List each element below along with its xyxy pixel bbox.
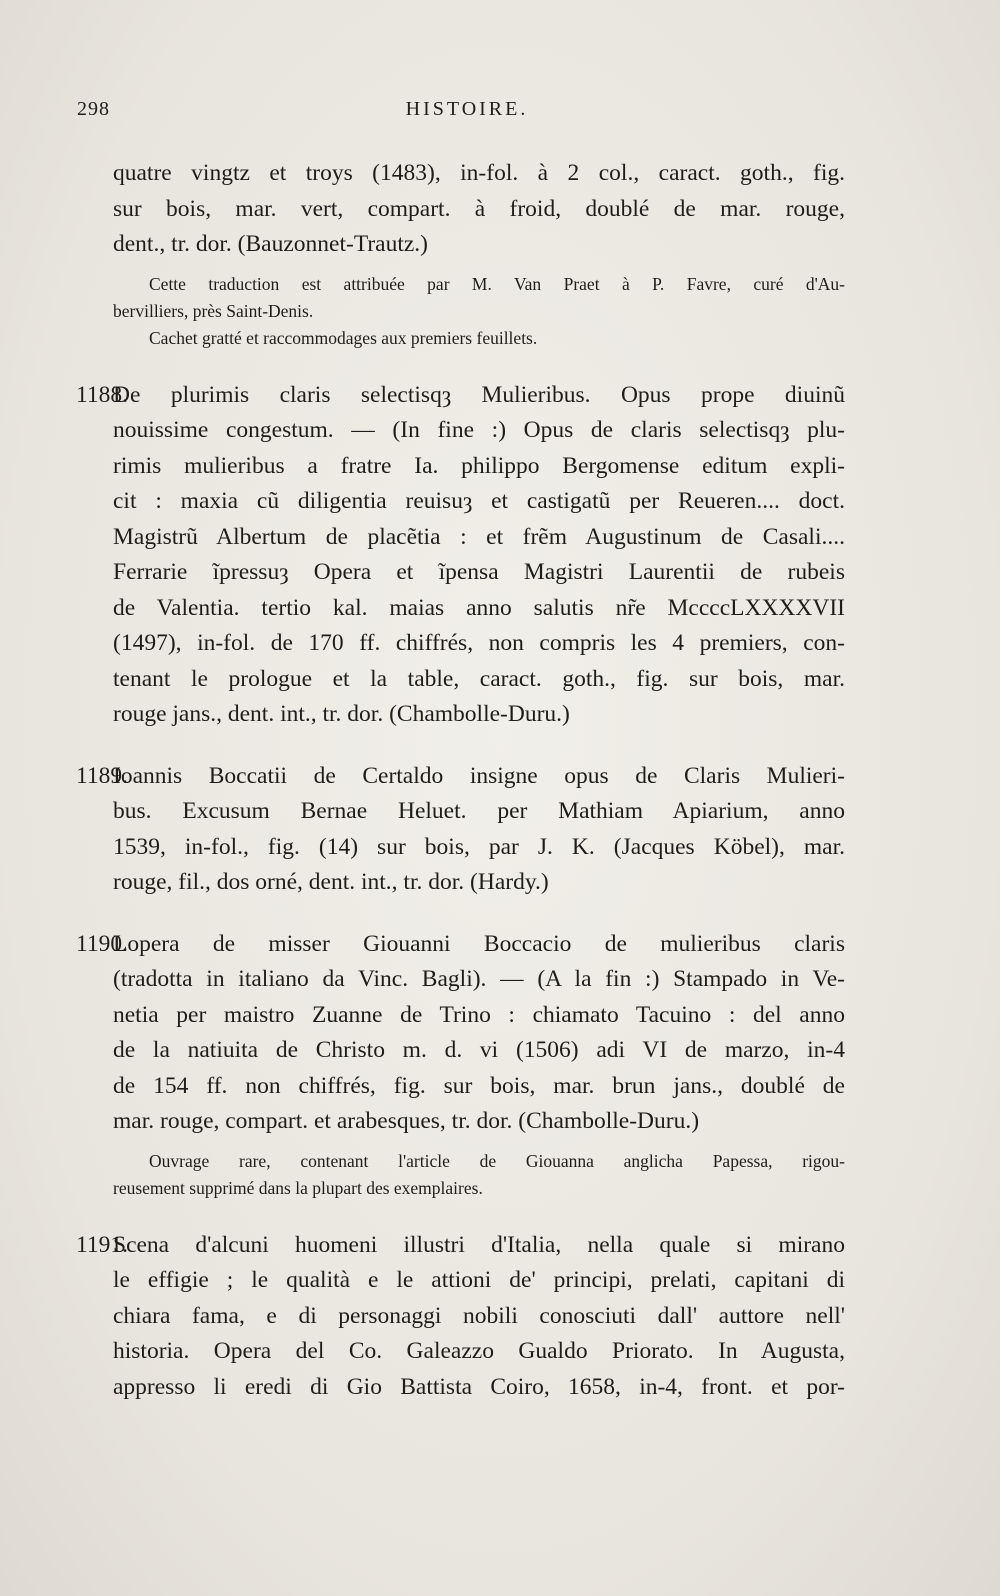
entry-1190 (76, 927, 845, 1202)
entry-line: de Valentia. tertio kal. maias anno salutis nr̃e MccccLXXXXVII (113, 594, 845, 621)
entry-line: Ioannis Boccatii de Certaldo insigne opus de Claris Mulieri- (113, 762, 845, 789)
page-text (76, 156, 845, 1405)
entry-number: 1189. (76, 762, 129, 789)
entry-line: 1539, in-fol., fig. (14) sur bois, par J. K. (Jacques Köbel), mar. (113, 833, 845, 860)
running-title: HISTOIRE. (405, 98, 529, 120)
entry-line: (tradotta in italiano da Vinc. Bagli). — (A la fin :) Stampado in Ve- (113, 966, 845, 992)
entry-line: Lopera de misser Giouanni Boccacio de mulieribus claris (113, 930, 845, 957)
entry-line: tenant le prologue et la table, caract. goth., fig. sur bois, mar. (113, 665, 845, 692)
entry-1188 (76, 378, 845, 733)
entry-line: rouge jans., dent. int., tr. dor. (Chambolle-Duru.) (113, 701, 570, 727)
entry-number: 1191. (76, 1231, 129, 1258)
entry-1189 (76, 759, 845, 901)
entry-line: chiara fama, e di personaggi nobili conosciuti dall' auttore nell' (113, 1302, 845, 1329)
entry-line: Scena d'alcuni huomeni illustri d'Italia, nella quale si mirano (113, 1231, 845, 1258)
entry-line: le effigie ; le qualità e le attioni de' principi, prelati, capitani di (113, 1267, 845, 1293)
entry-line: de la natiuita de Christo m. d. vi (1506) adi VI de marzo, in-4 (113, 1037, 845, 1063)
entry-line: dent., tr. dor. (Bauzonnet-Trautz.) (113, 231, 429, 257)
entry-line: sur bois, mar. vert, compart. à froid, doublé de mar. rouge, (113, 195, 845, 222)
entry-line: de 154 ff. non chiffrés, fig. sur bois, mar. brun jans., doublé de (113, 1072, 845, 1099)
entry-line: Ferrarie ĩpressuȝ Opera et ĩpensa Magistri Laurentii de rubeis (113, 559, 845, 585)
entry-line: netia per maistro Zuanne de Trino : chiamato Tacuino : del anno (113, 1001, 845, 1028)
entry-line: historia. Opera del Co. Galeazzo Gualdo Priorato. In Augusta, (113, 1338, 845, 1364)
entry-number: 1188. (76, 381, 129, 408)
entry-line: appresso li eredi di Gio Battista Coiro, 1658, in-4, front. et por- (113, 1373, 845, 1400)
entry-line: nouissime congestum. — (In fine :) Opus de claris selectisqȝ plu- (113, 417, 845, 443)
entry-line: Magistrũ Albertum de placẽtia : et frẽm Augustinum de Casali.... (113, 523, 845, 550)
entry-line: (1497), in-fol. de 170 ff. chiffrés, non compris les 4 premiers, con- (113, 630, 845, 656)
entry-note-line: Cachet gratté et raccommodages aux premiers feuillets. (149, 327, 538, 348)
page-number: 298 (77, 98, 110, 120)
entry-line: bus. Excusum Bernae Heluet. per Mathiam Apiarium, anno (113, 798, 845, 824)
entry-1191 (76, 1228, 845, 1406)
entry-line: quatre vingtz et troys (1483), in-fol. à 2 col., caract. goth., fig. (113, 160, 845, 186)
entry-line: rimis mulieribus a fratre Ia. philippo Bergomense editum expli- (113, 452, 845, 479)
entry-line: cit : maxia cũ diligentia reuisuȝ et castigatũ per Reueren.... doct. (113, 488, 845, 514)
entry-line: rouge, fil., dos orné, dent. int., tr. dor. (Hardy.) (113, 869, 549, 895)
entry-continuation (113, 156, 845, 352)
entry-note-line: Cette traduction est attribuée par M. Van Praet à P. Favre, curé d'Au- (149, 273, 845, 294)
entry-note-line: reusement supprimé dans la plupart des exemplaires. (113, 1177, 483, 1198)
entry-line: mar. rouge, compart. et arabesques, tr. dor. (Chambolle-Duru.) (113, 1108, 700, 1134)
entry-note-line: Ouvrage rare, contenant l'article de Giouanna anglicha Papessa, rigou- (149, 1150, 845, 1171)
running-head (77, 98, 857, 134)
entry-number: 1190. (76, 930, 129, 957)
entry-line: De plurimis claris selectisqȝ Mulieribus. Opus prope diuinũ (113, 381, 845, 408)
entry-note-line: bervilliers, près Saint-Denis. (113, 300, 314, 321)
